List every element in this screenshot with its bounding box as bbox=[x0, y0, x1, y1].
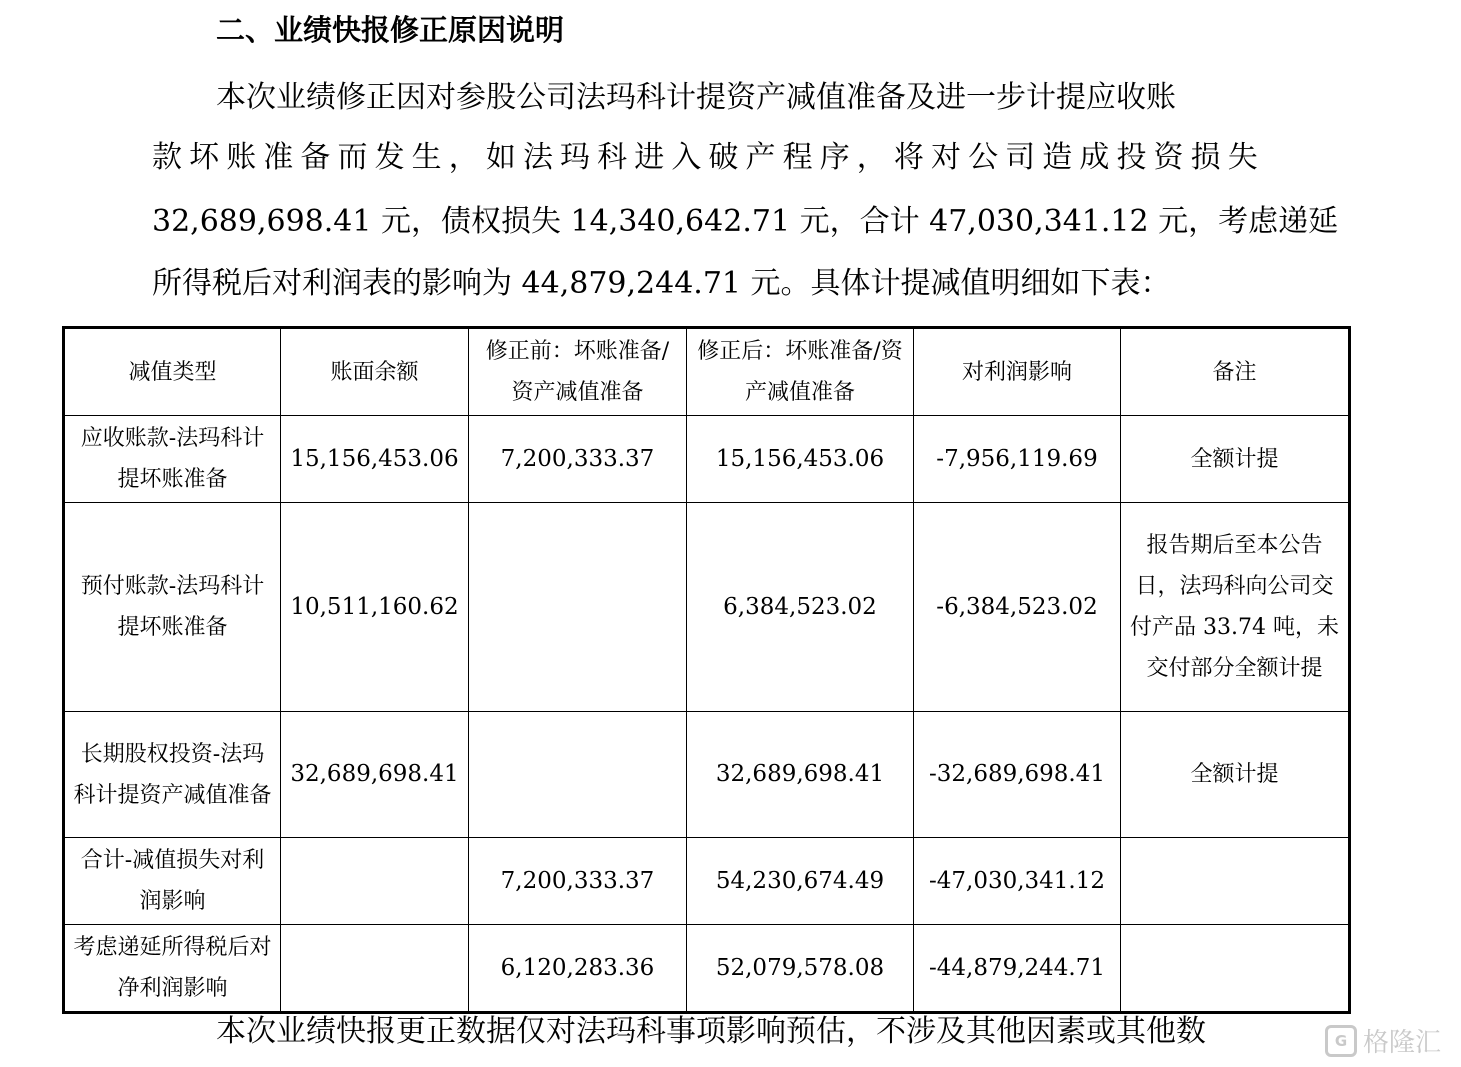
paragraph-char: 程 bbox=[782, 140, 813, 175]
paragraph-char: 科 bbox=[597, 140, 628, 175]
cell-note bbox=[1121, 925, 1350, 1013]
paragraph-char: 司 bbox=[1005, 140, 1036, 175]
cell-after: 54,230,674.49 bbox=[687, 838, 914, 925]
paragraph-char: 产 bbox=[745, 140, 776, 175]
paragraph-char: 对 bbox=[930, 140, 961, 175]
watermark bbox=[1325, 1022, 1441, 1059]
cell-after: 52,079,578.08 bbox=[687, 925, 914, 1013]
cell-before: 6,120,283.36 bbox=[469, 925, 687, 1013]
impairment-table bbox=[62, 326, 1351, 1014]
paragraph-char: 准 bbox=[263, 140, 294, 175]
paragraph-line-1: 本次业绩修正因对参股公司法玛科计提资产减值准备及进一步计提应收账 bbox=[216, 80, 1176, 115]
paragraph-char: 发 bbox=[374, 140, 405, 175]
paragraph-char: 账 bbox=[226, 140, 257, 175]
cell-before bbox=[469, 503, 687, 712]
paragraph-char: ， bbox=[856, 140, 887, 175]
amount-investment-loss: 32,689,698.41 元， bbox=[152, 204, 442, 239]
paragraph-char: 将 bbox=[893, 140, 924, 175]
cell-book bbox=[281, 838, 469, 925]
cell-book bbox=[281, 925, 469, 1013]
paragraph-char: 而 bbox=[337, 140, 368, 175]
paragraph-char: 损 bbox=[1190, 140, 1221, 175]
table-row bbox=[64, 416, 1350, 503]
cell-book: 32,689,698.41 bbox=[281, 712, 469, 838]
cell-type: 合计-减值损失对利润影响 bbox=[64, 838, 281, 925]
paragraph-char: 失 bbox=[1227, 140, 1258, 175]
cell-type: 应收账款-法玛科计提坏账准备 bbox=[64, 416, 281, 503]
paragraph-char: ， bbox=[448, 140, 479, 175]
cell-before: 7,200,333.37 bbox=[469, 838, 687, 925]
header-before: 修正前：坏账准备/资产减值准备 bbox=[469, 328, 687, 416]
watermark-text: 格隆汇 bbox=[1362, 1028, 1441, 1058]
cell-impact: -6,384,523.02 bbox=[914, 503, 1121, 712]
paragraph-char: 法 bbox=[522, 140, 553, 175]
cell-book: 15,156,453.06 bbox=[281, 416, 469, 503]
paragraph-char: 玛 bbox=[560, 140, 591, 175]
paragraph-char: 生 bbox=[411, 140, 442, 175]
paragraph-char: 投 bbox=[1116, 140, 1147, 175]
paragraph-line-2 bbox=[152, 132, 1258, 176]
paragraph-char: 成 bbox=[1079, 140, 1110, 175]
text-deferred: 考虑递延 bbox=[1218, 204, 1339, 239]
table-row bbox=[64, 838, 1350, 925]
section-heading: 二、业绩快报修正原因说明 bbox=[216, 13, 565, 47]
cell-impact: -32,689,698.41 bbox=[914, 712, 1121, 838]
watermark-logo-icon: G bbox=[1325, 1025, 1357, 1057]
header-note: 备注 bbox=[1121, 328, 1350, 416]
paragraph-line-4: 所得税后对利润表的影响为 44,879,244.71 元。具体计提减值明细如下表： bbox=[152, 266, 1171, 301]
paragraph-char: 如 bbox=[485, 140, 516, 175]
cell-note: 全额计提 bbox=[1121, 416, 1350, 503]
cell-impact: -47,030,341.12 bbox=[914, 838, 1121, 925]
cell-note: 报告期后至本公告日，法玛科向公司交付产品 33.74 吨，未交付部分全额计提 bbox=[1121, 503, 1350, 712]
header-after: 修正后：坏账准备/资产减值准备 bbox=[687, 328, 914, 416]
paragraph-char: 入 bbox=[671, 140, 702, 175]
table-header-row bbox=[64, 328, 1350, 416]
paragraph-char: 备 bbox=[300, 140, 331, 175]
cell-note bbox=[1121, 838, 1350, 925]
amount-debt-loss: 债权损失 14,340,642.71 元， bbox=[441, 204, 860, 239]
paragraph-char: 序 bbox=[819, 140, 850, 175]
paragraph-trailing-line: 本次业绩快报更正数据仅对法玛科事项影响预估，不涉及其他因素或其他数 bbox=[216, 1014, 1206, 1049]
cell-before: 7,200,333.37 bbox=[469, 416, 687, 503]
cell-after: 15,156,453.06 bbox=[687, 416, 914, 503]
paragraph-char: 坏 bbox=[189, 140, 220, 175]
header-profit-impact: 对利润影响 bbox=[914, 328, 1121, 416]
cell-type: 预付账款-法玛科计提坏账准备 bbox=[64, 503, 281, 712]
cell-note: 全额计提 bbox=[1121, 712, 1350, 838]
paragraph-char: 造 bbox=[1042, 140, 1073, 175]
cell-before bbox=[469, 712, 687, 838]
amount-total: 合计 47,030,341.12 元， bbox=[859, 204, 1219, 239]
paragraph-line-3 bbox=[152, 196, 1339, 240]
cell-type: 考虑递延所得税后对净利润影响 bbox=[64, 925, 281, 1013]
header-book-balance: 账面余额 bbox=[281, 328, 469, 416]
cell-book: 10,511,160.62 bbox=[281, 503, 469, 712]
table-row bbox=[64, 712, 1350, 838]
cell-after: 32,689,698.41 bbox=[687, 712, 914, 838]
cell-after: 6,384,523.02 bbox=[687, 503, 914, 712]
paragraph-char: 进 bbox=[634, 140, 665, 175]
table-row bbox=[64, 925, 1350, 1013]
header-type: 减值类型 bbox=[64, 328, 281, 416]
paragraph-char: 资 bbox=[1153, 140, 1184, 175]
table-row bbox=[64, 503, 1350, 712]
paragraph-char: 公 bbox=[968, 140, 999, 175]
cell-type: 长期股权投资-法玛科计提资产减值准备 bbox=[64, 712, 281, 838]
paragraph-char: 破 bbox=[708, 140, 739, 175]
paragraph-char: 款 bbox=[152, 140, 182, 175]
cell-impact: -7,956,119.69 bbox=[914, 416, 1121, 503]
cell-impact: -44,879,244.71 bbox=[914, 925, 1121, 1013]
